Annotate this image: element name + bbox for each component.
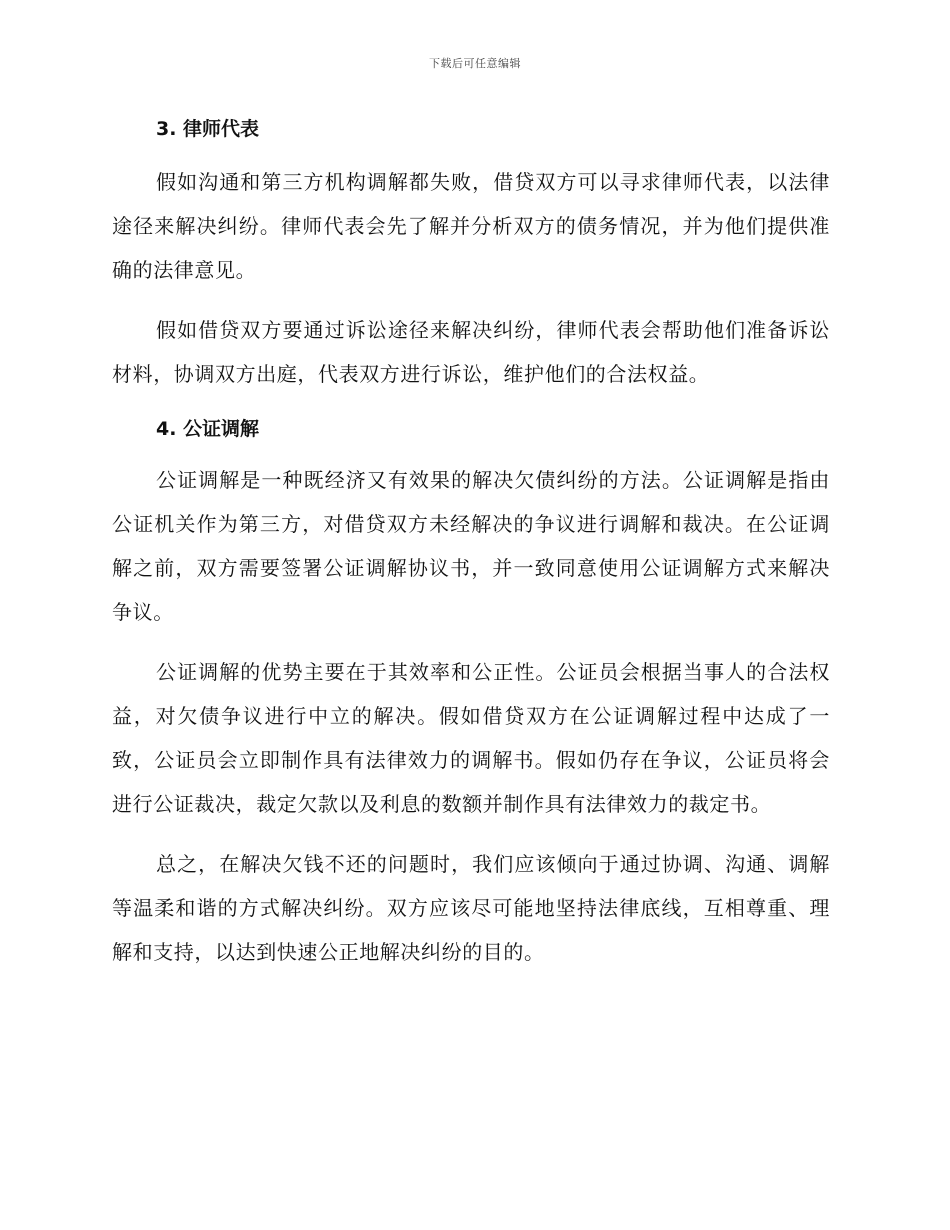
section-heading-notary: 4. 公证调解 — [156, 418, 260, 440]
paragraph: 公证调解是一种既经济又有效果的解决欠债纠纷的方法。公证调解是指由公证机关作为第三方，对借贷双方未经解决的争议进行调解和裁决。在公证调解之前，双方需要签署公证调解协议书，并一致同意使用公证调解方式来解决争议。 — [112, 468, 830, 624]
paragraph: 假如借贷双方要通过诉讼途径来解决纠纷，律师代表会帮助他们准备诉讼材料，协调双方出庭，代表双方进行诉讼，维护他们的合法权益。 — [112, 318, 830, 386]
section-heading-lawyer: 3. 律师代表 — [156, 118, 260, 140]
document-body — [112, 112, 830, 990]
page-header: 下载后可任意编辑 — [429, 57, 521, 70]
paragraph: 假如沟通和第三方机构调解都失败，借贷双方可以寻求律师代表，以法律途径来解决纠纷。律师代表会先了解并分析双方的债务情况，并为他们提供准确的法律意见。 — [112, 170, 830, 282]
paragraph: 公证调解的优势主要在于其效率和公正性。公证员会根据当事人的合法权益，对欠债争议进行中立的解决。假如借贷双方在公证调解过程中达成了一致，公证员会立即制作具有法律效力的调解书。假如仍存在争议，公证员将会进行公证裁决，裁定欠款以及利息的数额并制作具有法律效力的裁定书。 — [112, 660, 830, 816]
paragraph: 总之，在解决欠钱不还的问题时，我们应该倾向于通过协调、沟通、调解等温柔和谐的方式解决纠纷。双方应该尽可能地坚持法律底线，互相尊重、理解和支持，以达到快速公正地解决纠纷的目的。 — [112, 852, 830, 964]
